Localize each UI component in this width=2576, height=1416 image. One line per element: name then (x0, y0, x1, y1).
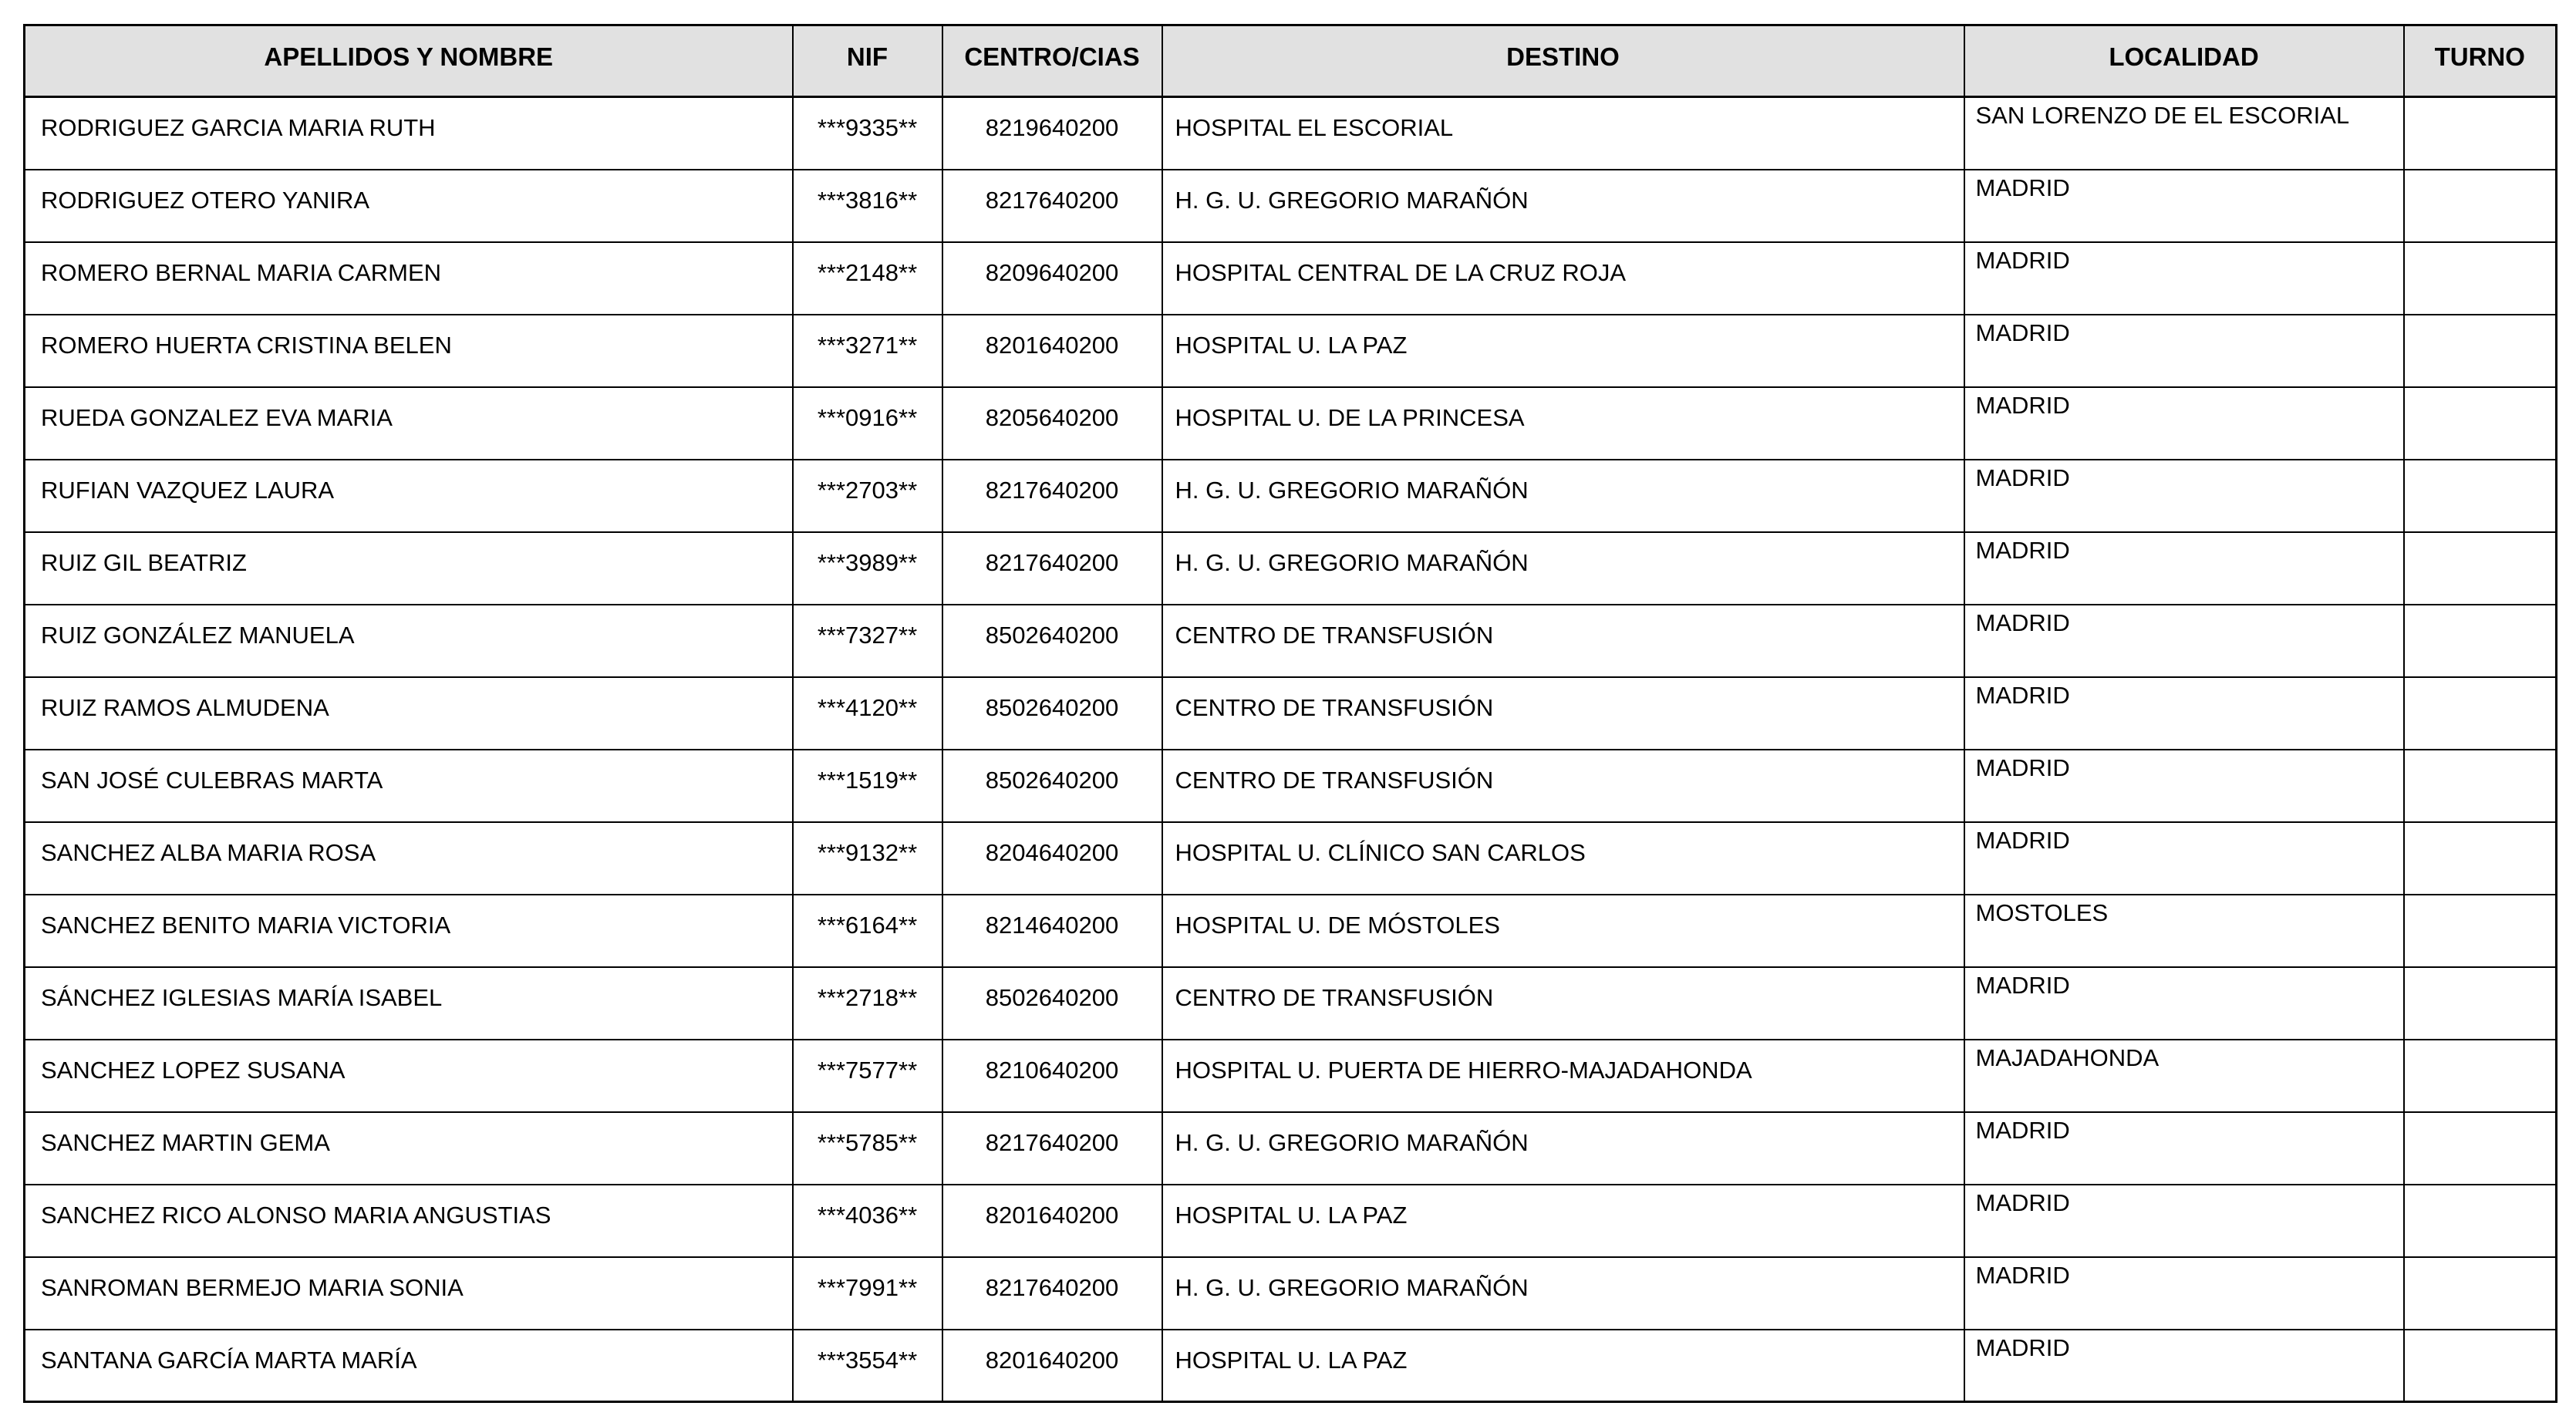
cell-apellidos-y-nombre (25, 822, 793, 895)
cell-nif (793, 460, 942, 532)
cell-apellidos-y-nombre (25, 1330, 793, 1402)
table-row (25, 895, 2557, 967)
cell-turno (2404, 750, 2557, 822)
cell-centro-cias (942, 1257, 1162, 1330)
apellidos-text: SANCHEZ LOPEZ SUSANA (41, 1056, 346, 1084)
cell-turno (2404, 315, 2557, 387)
cell-centro-cias (942, 170, 1162, 242)
destino-text: CENTRO DE TRANSFUSIÓN (1175, 983, 1494, 1011)
centro-cias-text: 8204640200 (985, 838, 1119, 866)
apellidos-text: RODRIGUEZ GARCIA MARIA RUTH (41, 114, 436, 141)
cell-destino (1162, 605, 1964, 677)
cell-centro-cias (942, 242, 1162, 315)
destino-text: HOSPITAL U. PUERTA DE HIERRO-MAJADAHONDA (1175, 1056, 1752, 1084)
nif-text: ***7327** (817, 621, 918, 649)
nif-text: ***1519** (817, 766, 918, 794)
apellidos-text: RUFIAN VAZQUEZ LAURA (41, 476, 335, 504)
apellidos-text: RUIZ GONZÁLEZ MANUELA (41, 621, 355, 649)
apellidos-text: RODRIGUEZ OTERO YANIRA (41, 186, 370, 214)
table-row (25, 967, 2557, 1040)
destino-text: H. G. U. GREGORIO MARAÑÓN (1175, 1128, 1529, 1156)
cell-localidad (1964, 97, 2404, 170)
destino-text: HOSPITAL U. DE LA PRINCESA (1175, 403, 1525, 431)
cell-centro-cias (942, 1185, 1162, 1257)
nif-text: ***3271** (817, 331, 918, 359)
localidad-text: SAN LORENZO DE EL ESCORIAL (1975, 102, 2350, 129)
cell-nif (793, 1112, 942, 1185)
nif-text: ***3989** (817, 548, 918, 576)
cell-nif (793, 1330, 942, 1402)
cell-centro-cias (942, 387, 1162, 460)
destino-text: HOSPITAL U. LA PAZ (1175, 331, 1408, 359)
apellidos-text: SÁNCHEZ IGLESIAS MARÍA ISABEL (41, 983, 443, 1011)
centro-cias-text: 8219640200 (985, 114, 1119, 141)
apellidos-text: SANTANA GARCÍA MARTA MARÍA (41, 1346, 417, 1374)
destino-text: H. G. U. GREGORIO MARAÑÓN (1175, 476, 1529, 504)
cell-nif (793, 895, 942, 967)
cell-centro-cias (942, 677, 1162, 750)
cell-localidad (1964, 822, 2404, 895)
cell-destino (1162, 1040, 1964, 1112)
cell-turno (2404, 1185, 2557, 1257)
table-row (25, 170, 2557, 242)
cell-nif (793, 170, 942, 242)
apellidos-text: SANCHEZ BENITO MARIA VICTORIA (41, 911, 451, 939)
nif-text: ***2703** (817, 476, 918, 504)
centro-cias-text: 8201640200 (985, 1346, 1119, 1374)
nif-text: ***9132** (817, 838, 918, 866)
column-header-localidad: LOCALIDAD (1964, 25, 2404, 97)
cell-centro-cias (942, 460, 1162, 532)
nif-text: ***3554** (817, 1346, 918, 1374)
cell-apellidos-y-nombre (25, 750, 793, 822)
destino-text: CENTRO DE TRANSFUSIÓN (1175, 766, 1494, 794)
cell-turno (2404, 1330, 2557, 1402)
apellidos-text: SANCHEZ RICO ALONSO MARIA ANGUSTIAS (41, 1201, 551, 1229)
cell-turno (2404, 1257, 2557, 1330)
table-row (25, 1040, 2557, 1112)
cell-destino (1162, 1257, 1964, 1330)
nif-text: ***4036** (817, 1201, 918, 1229)
cell-centro-cias (942, 895, 1162, 967)
cell-apellidos-y-nombre (25, 1112, 793, 1185)
centro-cias-text: 8217640200 (985, 548, 1119, 576)
cell-destino (1162, 750, 1964, 822)
cell-localidad (1964, 895, 2404, 967)
localidad-text: MADRID (1975, 174, 2070, 201)
destino-text: HOSPITAL U. LA PAZ (1175, 1346, 1408, 1374)
cell-apellidos-y-nombre (25, 532, 793, 605)
cell-nif (793, 1040, 942, 1112)
nif-text: ***7577** (817, 1056, 918, 1084)
staff-assignment-table (23, 24, 2557, 1403)
apellidos-text: RUIZ GIL BEATRIZ (41, 548, 247, 576)
table-row (25, 1185, 2557, 1257)
localidad-text: MADRID (1975, 391, 2070, 419)
localidad-text: MADRID (1975, 826, 2070, 854)
centro-cias-text: 8502640200 (985, 983, 1119, 1011)
destino-text: CENTRO DE TRANSFUSIÓN (1175, 693, 1494, 721)
cell-nif (793, 1185, 942, 1257)
cell-turno (2404, 532, 2557, 605)
localidad-text: MOSTOLES (1975, 898, 2109, 926)
apellidos-text: RUEDA GONZALEZ EVA MARIA (41, 403, 393, 431)
cell-destino (1162, 460, 1964, 532)
apellidos-text: SAN JOSÉ CULEBRAS MARTA (41, 766, 383, 794)
cell-localidad (1964, 387, 2404, 460)
cell-turno (2404, 605, 2557, 677)
table-row (25, 242, 2557, 315)
table-row (25, 97, 2557, 170)
centro-cias-text: 8205640200 (985, 403, 1119, 431)
apellidos-text: SANCHEZ ALBA MARIA ROSA (41, 838, 376, 866)
centro-cias-text: 8217640200 (985, 476, 1119, 504)
centro-cias-text: 8210640200 (985, 1056, 1119, 1084)
localidad-text: MADRID (1975, 1188, 2070, 1216)
table-row (25, 605, 2557, 677)
cell-apellidos-y-nombre (25, 1257, 793, 1330)
cell-apellidos-y-nombre (25, 242, 793, 315)
cell-localidad (1964, 1185, 2404, 1257)
cell-apellidos-y-nombre (25, 1040, 793, 1112)
cell-destino (1162, 532, 1964, 605)
cell-nif (793, 605, 942, 677)
nif-text: ***7991** (817, 1273, 918, 1301)
cell-turno (2404, 242, 2557, 315)
cell-turno (2404, 387, 2557, 460)
table-row (25, 532, 2557, 605)
nif-text: ***5785** (817, 1128, 918, 1156)
cell-apellidos-y-nombre (25, 967, 793, 1040)
table-row (25, 822, 2557, 895)
cell-destino (1162, 1112, 1964, 1185)
destino-text: H. G. U. GREGORIO MARAÑÓN (1175, 186, 1529, 214)
centro-cias-text: 8502640200 (985, 693, 1119, 721)
cell-apellidos-y-nombre (25, 97, 793, 170)
cell-localidad (1964, 1040, 2404, 1112)
centro-cias-text: 8201640200 (985, 331, 1119, 359)
column-header-centro-cias: CENTRO/CIAS (942, 25, 1162, 97)
cell-nif (793, 967, 942, 1040)
cell-turno (2404, 1112, 2557, 1185)
cell-turno (2404, 1040, 2557, 1112)
nif-text: ***6164** (817, 911, 918, 939)
cell-turno (2404, 97, 2557, 170)
destino-text: HOSPITAL U. LA PAZ (1175, 1201, 1408, 1229)
localidad-text: MADRID (1975, 319, 2070, 346)
header-row (25, 25, 2557, 97)
column-header-destino: DESTINO (1162, 25, 1964, 97)
centro-cias-text: 8502640200 (985, 621, 1119, 649)
destino-text: HOSPITAL U. DE MÓSTOLES (1175, 911, 1500, 939)
cell-apellidos-y-nombre (25, 387, 793, 460)
cell-destino (1162, 170, 1964, 242)
cell-destino (1162, 97, 1964, 170)
cell-nif (793, 822, 942, 895)
nif-text: ***2148** (817, 258, 918, 286)
apellidos-text: ROMERO HUERTA CRISTINA BELEN (41, 331, 452, 359)
localidad-text: MADRID (1975, 681, 2070, 709)
destino-text: HOSPITAL EL ESCORIAL (1175, 114, 1454, 141)
cell-localidad (1964, 315, 2404, 387)
localidad-text: MADRID (1975, 246, 2070, 274)
localidad-text: MADRID (1975, 971, 2070, 999)
cell-localidad (1964, 170, 2404, 242)
cell-centro-cias (942, 1112, 1162, 1185)
cell-destino (1162, 677, 1964, 750)
cell-destino (1162, 315, 1964, 387)
nif-text: ***4120** (817, 693, 918, 721)
centro-cias-text: 8217640200 (985, 1128, 1119, 1156)
destino-text: CENTRO DE TRANSFUSIÓN (1175, 621, 1494, 649)
nif-text: ***3816** (817, 186, 918, 214)
table-row (25, 315, 2557, 387)
cell-localidad (1964, 750, 2404, 822)
nif-text: ***0916** (817, 403, 918, 431)
table-body (25, 97, 2557, 1402)
centro-cias-text: 8217640200 (985, 1273, 1119, 1301)
cell-apellidos-y-nombre (25, 315, 793, 387)
column-header-nif: NIF (793, 25, 942, 97)
cell-nif (793, 315, 942, 387)
apellidos-text: ROMERO BERNAL MARIA CARMEN (41, 258, 442, 286)
cell-centro-cias (942, 1330, 1162, 1402)
cell-destino (1162, 822, 1964, 895)
nif-text: ***2718** (817, 983, 918, 1011)
cell-turno (2404, 967, 2557, 1040)
table-row (25, 460, 2557, 532)
localidad-text: MADRID (1975, 1261, 2070, 1289)
table-row (25, 1257, 2557, 1330)
column-header-apellidos-y-nombre: APELLIDOS Y NOMBRE (25, 25, 793, 97)
cell-centro-cias (942, 750, 1162, 822)
column-header-turno: TURNO (2404, 25, 2557, 97)
cell-apellidos-y-nombre (25, 170, 793, 242)
destino-text: HOSPITAL U. CLÍNICO SAN CARLOS (1175, 838, 1586, 866)
localidad-text: MADRID (1975, 536, 2070, 564)
localidad-text: MADRID (1975, 1333, 2070, 1361)
cell-destino (1162, 387, 1964, 460)
cell-centro-cias (942, 97, 1162, 170)
cell-nif (793, 242, 942, 315)
cell-turno (2404, 895, 2557, 967)
cell-nif (793, 750, 942, 822)
centro-cias-text: 8214640200 (985, 911, 1119, 939)
cell-destino (1162, 1330, 1964, 1402)
cell-turno (2404, 677, 2557, 750)
cell-centro-cias (942, 532, 1162, 605)
cell-turno (2404, 170, 2557, 242)
destino-text: HOSPITAL CENTRAL DE LA CRUZ ROJA (1175, 258, 1627, 286)
cell-apellidos-y-nombre (25, 1185, 793, 1257)
localidad-text: MAJADAHONDA (1975, 1043, 2160, 1071)
nif-text: ***9335** (817, 114, 918, 141)
centro-cias-text: 8201640200 (985, 1201, 1119, 1229)
table-row (25, 387, 2557, 460)
cell-nif (793, 677, 942, 750)
cell-nif (793, 532, 942, 605)
cell-turno (2404, 822, 2557, 895)
cell-localidad (1964, 1112, 2404, 1185)
cell-localidad (1964, 1257, 2404, 1330)
cell-centro-cias (942, 315, 1162, 387)
cell-apellidos-y-nombre (25, 677, 793, 750)
cell-destino (1162, 895, 1964, 967)
localidad-text: MADRID (1975, 609, 2070, 636)
cell-localidad (1964, 605, 2404, 677)
cell-apellidos-y-nombre (25, 605, 793, 677)
cell-centro-cias (942, 605, 1162, 677)
cell-nif (793, 387, 942, 460)
destino-text: H. G. U. GREGORIO MARAÑÓN (1175, 548, 1529, 576)
table-row (25, 677, 2557, 750)
cell-turno (2404, 460, 2557, 532)
cell-localidad (1964, 532, 2404, 605)
cell-localidad (1964, 677, 2404, 750)
cell-centro-cias (942, 822, 1162, 895)
apellidos-text: SANROMAN BERMEJO MARIA SONIA (41, 1273, 464, 1301)
table-row (25, 1112, 2557, 1185)
cell-centro-cias (942, 1040, 1162, 1112)
destino-text: H. G. U. GREGORIO MARAÑÓN (1175, 1273, 1529, 1301)
localidad-text: MADRID (1975, 754, 2070, 781)
centro-cias-text: 8217640200 (985, 186, 1119, 214)
cell-localidad (1964, 967, 2404, 1040)
cell-destino (1162, 1185, 1964, 1257)
cell-nif (793, 97, 942, 170)
cell-localidad (1964, 1330, 2404, 1402)
cell-centro-cias (942, 967, 1162, 1040)
table-row (25, 1330, 2557, 1402)
table-header (25, 25, 2557, 97)
apellidos-text: SANCHEZ MARTIN GEMA (41, 1128, 330, 1156)
cell-localidad (1964, 242, 2404, 315)
centro-cias-text: 8209640200 (985, 258, 1119, 286)
centro-cias-text: 8502640200 (985, 766, 1119, 794)
localidad-text: MADRID (1975, 464, 2070, 491)
cell-apellidos-y-nombre (25, 460, 793, 532)
localidad-text: MADRID (1975, 1116, 2070, 1144)
cell-nif (793, 1257, 942, 1330)
cell-destino (1162, 967, 1964, 1040)
cell-apellidos-y-nombre (25, 895, 793, 967)
apellidos-text: RUIZ RAMOS ALMUDENA (41, 693, 329, 721)
table-row (25, 750, 2557, 822)
cell-localidad (1964, 460, 2404, 532)
cell-destino (1162, 242, 1964, 315)
